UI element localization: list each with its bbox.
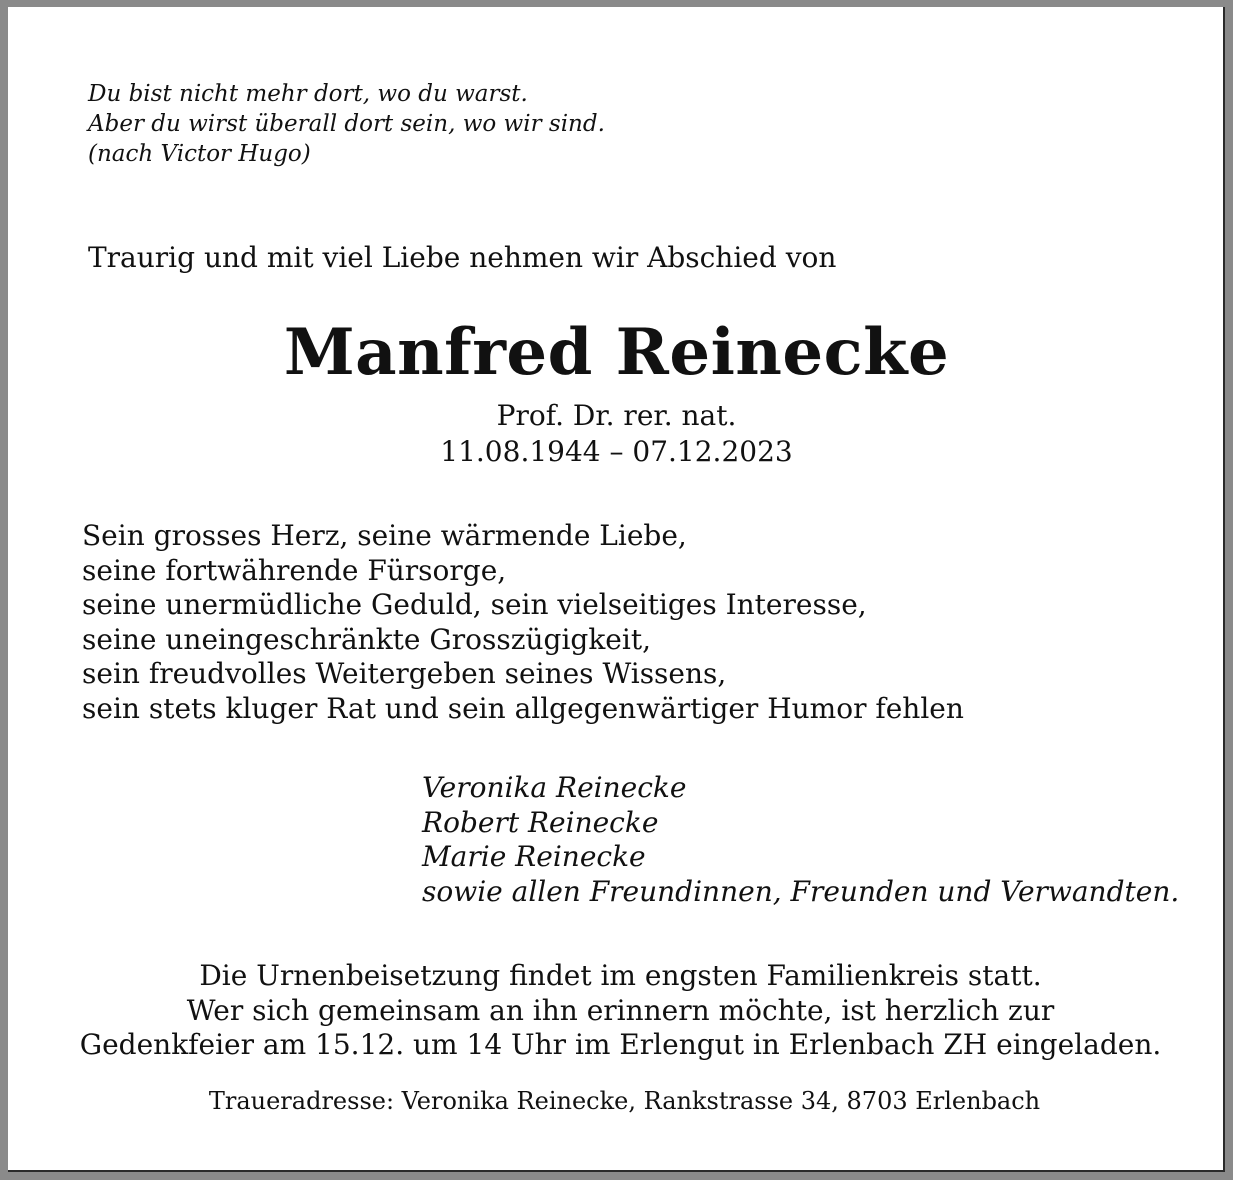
epigraph-quote xyxy=(88,79,605,169)
intro-text: Traurig und mit viel Liebe nehmen wir Abschied von xyxy=(88,241,837,274)
life-dates: 11.08.1944 – 07.12.2023 xyxy=(440,435,793,468)
ceremony-notice xyxy=(8,959,1233,1063)
tribute-line: sein freudvolles Weitergeben seines Wissens, xyxy=(82,657,727,690)
quote-line: Aber du wirst überall dort sein, wo wir sind. xyxy=(88,111,605,137)
tribute-line: seine fortwährende Fürsorge, xyxy=(82,553,507,587)
tribute-text xyxy=(82,519,964,726)
mourner-name: Marie Reinecke xyxy=(422,840,646,873)
tribute-line: seine unermüdliche Geduld, sein vielseitiges Interesse, xyxy=(82,588,867,621)
quote-line: Du bist nicht mehr dort, wo du warst. xyxy=(88,81,528,107)
notice-line: Die Urnenbeisetzung findet im engsten Familienkreis statt. xyxy=(199,959,1042,992)
notice-line: Wer sich gemeinsam an ihn erinnern möchte, ist herzlich zur xyxy=(186,993,1055,1027)
tribute-line: sein stets kluger Rat und sein allgegenwärtiger Humor fehlen xyxy=(82,691,964,725)
mourner-name: Veronika Reinecke xyxy=(422,771,687,804)
deceased-name: Manfred Reinecke xyxy=(283,315,950,390)
quote-attribution: (nach Victor Hugo) xyxy=(88,141,311,167)
notice-line: Gedenkfeier am 15.12. um 14 Uhr im Erlengut in Erlenbach ZH eingeladen. xyxy=(79,1028,1162,1061)
mourners-list xyxy=(422,771,1179,909)
deceased-title: Prof. Dr. rer. nat. xyxy=(496,399,737,432)
tribute-line: Sein grosses Herz, seine wärmende Liebe, xyxy=(82,519,687,552)
tribute-line: seine uneingeschränkte Grosszügigkeit, xyxy=(82,622,651,656)
mourners-others: sowie allen Freundinnen, Freunden und Verwandten. xyxy=(422,874,1180,908)
mourning-address: Traueradresse: Veronika Reinecke, Rankstrasse 34, 8703 Erlenbach xyxy=(208,1087,1041,1115)
mourner-name: Robert Reinecke xyxy=(422,805,659,839)
